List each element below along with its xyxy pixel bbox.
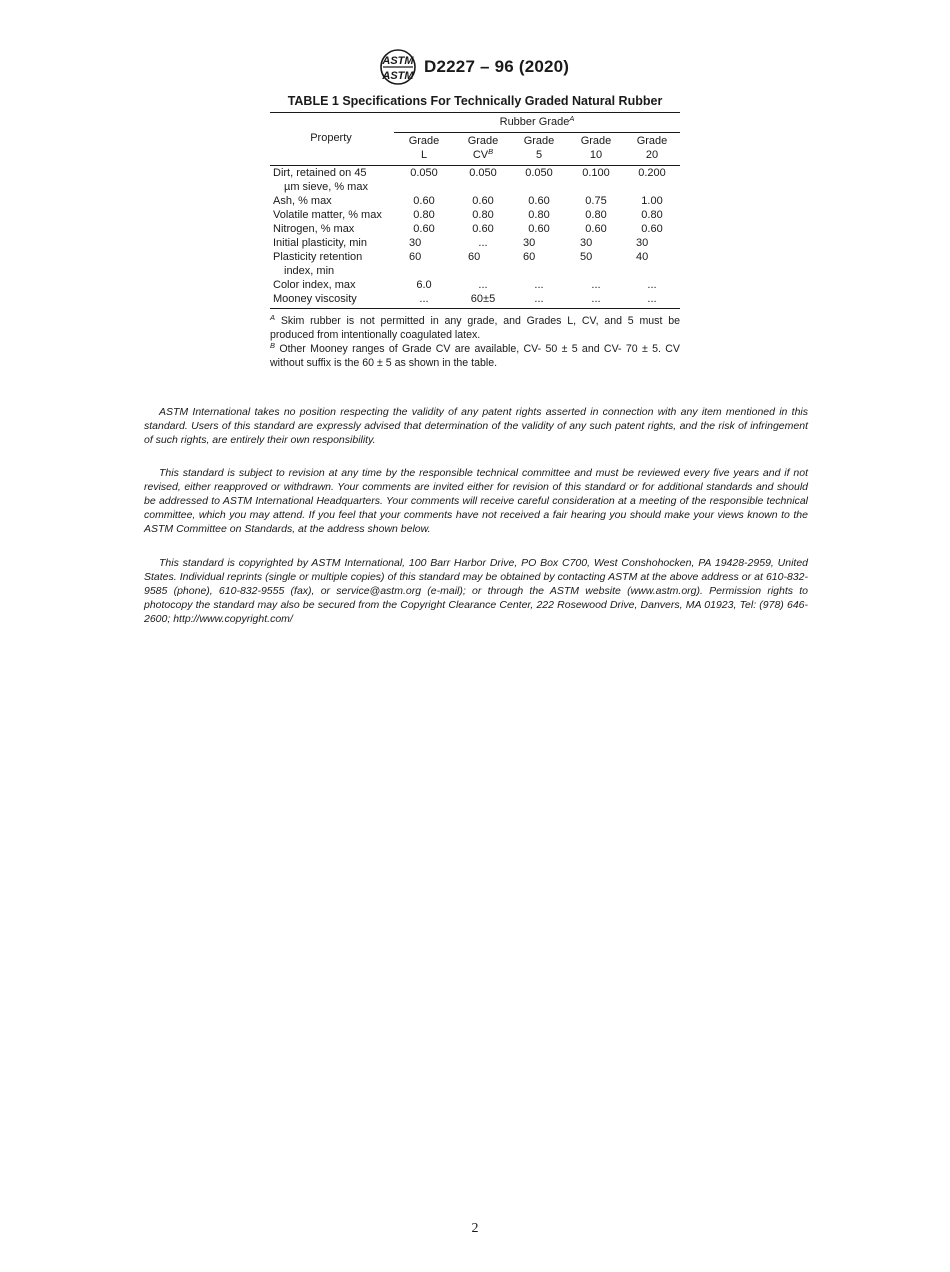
table-cell: 0.60: [528, 195, 550, 207]
table-cell: 30: [523, 237, 536, 249]
table-footnotes: [270, 314, 680, 370]
table-cell: ...: [591, 293, 601, 305]
table-cell: 0.60: [413, 223, 435, 235]
revision-notice: This standard is subject to revision at any time by the responsible technical committee and must be reviewed every five years and if not revised, either reapproved or withdrawn. Your comments are invited either for revision of this standard or for additional standards and should be addressed to ASTM International Headquarters. Your comments will receive careful consideration at a meeting of the responsible technical committee, which you may attend. If you feel that your comments have not received a fair hearing you should make your views known to the ASTM Committee on Standards, at the address shown below.: [144, 467, 808, 536]
table-cell: 0.60: [528, 223, 550, 235]
table-top-rule: [270, 112, 680, 113]
table-cell: 0.60: [472, 195, 494, 207]
table-cell: 30: [409, 237, 422, 249]
rubber-grade-header: Rubber Grade$^A$: [499, 114, 575, 128]
table-cell: 0.100: [582, 167, 610, 179]
table-cell: 60: [523, 251, 536, 263]
table-cell: 0.80: [472, 209, 494, 221]
table-cell: 40: [636, 251, 649, 263]
table-cell: 6.0: [416, 279, 432, 291]
table-row-property: Volatile matter, % max: [273, 209, 382, 221]
table-cell: 0.80: [585, 209, 607, 221]
table-cell: ...: [647, 279, 657, 291]
table-cell: 0.050: [469, 167, 497, 179]
table-row-property: Color index, max: [273, 279, 356, 291]
table-cell: 0.80: [413, 209, 435, 221]
page-number: 2: [471, 1221, 479, 1236]
footnote: $^B$ Other Mooney ranges of Grade CV are available, CV- 50 ± 5 and CV- 70 ± 5. CV without suffix is the 60 ± 5 as shown in the table.: [270, 341, 680, 369]
table-cell: 0.75: [585, 195, 607, 207]
table-cell: 30: [636, 237, 649, 249]
patent-notice: ASTM International takes no position respecting the validity of any patent rights asserted in connection with any item mentioned in this standard. Users of this standard are expressly advised that determination of the validity of any such patent rights, and the risk of infringement of such rights, are entirely their own responsibility.: [144, 406, 808, 447]
copyright-notice: This standard is copyrighted by ASTM International, 100 Barr Harbor Drive, PO Box C700, West Conshohocken, PA 19428-2959, United States. Individual reprints (single or multiple copies) of this standard may be obtained by contacting ASTM at the above address or at 610-832-9585 (phone), 610-832-9555 (fax), or service@astm.org (e-mail); or through the ASTM website (www.astm.org). Permission rights to photocopy the standard may also be secured from the Copyright Clearance Center, 222 Rosewood Drive, Danvers, MA 01923, Tel: (978) 646-2600; http://www.copyright.com/: [144, 557, 808, 626]
group-header-rule: [394, 132, 680, 133]
table-cell: ...: [478, 237, 488, 249]
table-row-property: Plasticity retention index, min: [273, 251, 363, 277]
grade-column-header: Grade 5: [523, 135, 555, 161]
header-bottom-rule: [270, 165, 680, 166]
table-cell: 0.80: [528, 209, 550, 221]
astm-logo: [379, 48, 417, 86]
grade-column-header: Grade $CV^B$: [467, 135, 499, 161]
svg-text:ASTM: ASTM: [382, 70, 414, 82]
table-row-property: Initial plasticity, min: [273, 237, 367, 249]
table-row-property: Mooney viscosity: [273, 293, 357, 305]
table-cell: ...: [591, 279, 601, 291]
table-row-property: Nitrogen, % max: [273, 223, 355, 235]
table-cell: 0.60: [585, 223, 607, 235]
table-title: TABLE 1 Specifications For Technically Graded Natural Rubber: [287, 94, 663, 108]
table-row-property: Dirt, retained on 45 µm sieve, % max: [273, 167, 368, 193]
table-cell: ...: [534, 279, 544, 291]
table-cell: 1.00: [641, 195, 663, 207]
table-cell: 0.80: [641, 209, 663, 221]
table-bottom-rule: [270, 308, 680, 309]
table-cell: 0.050: [525, 167, 553, 179]
table-cell: 0.050: [410, 167, 438, 179]
table-cell: 60: [468, 251, 481, 263]
grade-column-header: Grade 10: [580, 135, 612, 161]
table-cell: ...: [419, 293, 429, 305]
table-row-property: Ash, % max: [273, 195, 332, 207]
table-cell: 0.200: [638, 167, 666, 179]
grade-column-header: Grade L: [408, 135, 440, 161]
footnote: $^A$ Skim rubber is not permitted in any grade, and Grades L, CV, and 5 must be produced from intentionally coagulated latex.: [270, 313, 680, 341]
table-cell: ...: [478, 279, 488, 291]
table-cell: ...: [647, 293, 657, 305]
document-header: [0, 48, 950, 88]
document-designation: D2227 – 96 (2020): [424, 57, 570, 76]
property-column-header: Property: [310, 132, 352, 144]
table-cell: 0.60: [641, 223, 663, 235]
table-cell: 30: [580, 237, 593, 249]
table-cell: 60±5: [470, 293, 496, 305]
table-cell: 60: [409, 251, 422, 263]
table-cell: 0.60: [413, 195, 435, 207]
table-cell: 0.60: [472, 223, 494, 235]
table-cell: ...: [534, 293, 544, 305]
grade-column-header: Grade 20: [636, 135, 668, 161]
svg-text:ASTM: ASTM: [382, 55, 414, 67]
table-cell: 50: [580, 251, 593, 263]
